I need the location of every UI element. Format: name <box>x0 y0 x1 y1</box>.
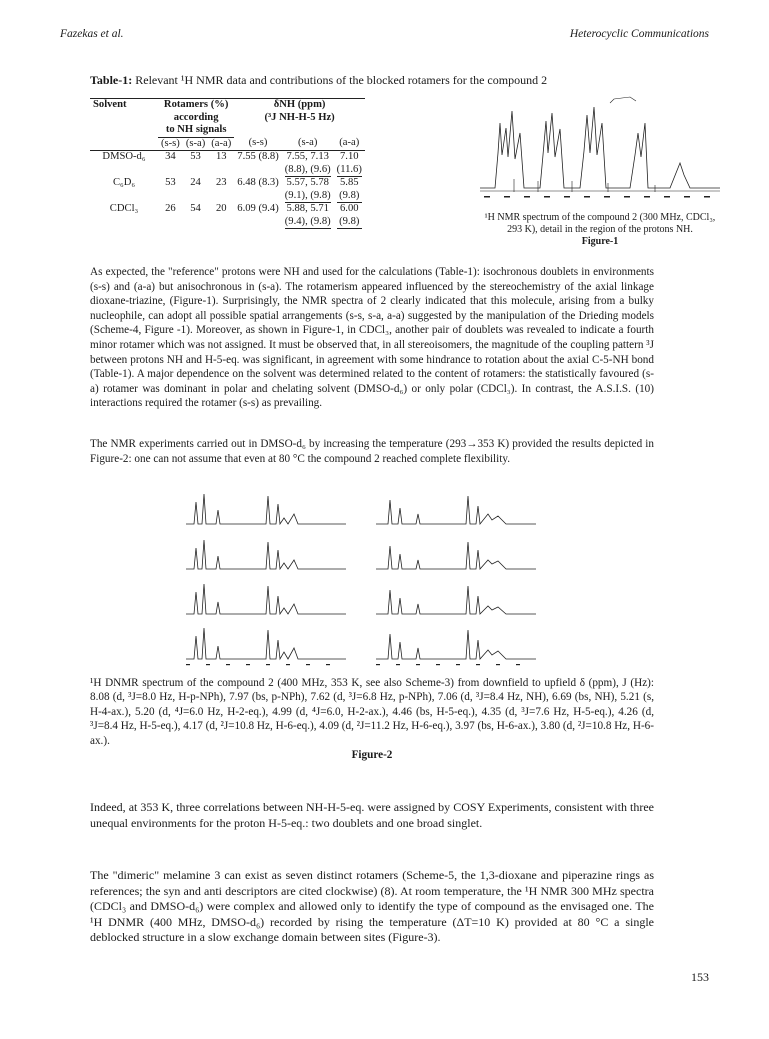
table-cell <box>334 151 365 178</box>
running-header-authors: Fazekas et al. <box>60 28 124 40</box>
paragraph-2: The NMR experiments carried out in DMSO-d₆ by increasing the temperature (293→353 K) provided the results depicted in Figure-2: one can not assume that even at 80 °C the compound 2 reached complete flexibility. <box>90 438 654 465</box>
table-cell <box>282 203 334 229</box>
nmr-data-table <box>90 98 365 229</box>
running-header-journal: Heterocyclic Communications <box>569 28 709 40</box>
figure2-dnmr-spectra-image <box>176 484 566 670</box>
table-cell: 20 <box>215 203 227 214</box>
col-dnh-l1: δNH (ppm) <box>273 99 326 110</box>
figure2-caption-text: ¹H DNMR spectrum of the compound 2 (400 MHz, 353 K, see also Scheme-3) from downfield to upfield δ (ppm), J (Hz): 8.08 (d, ³J=8.0 Hz, H-p-NPh), 7.97 (bs, p-NPh), 7.62 (d, ³J=6.8 Hz, p-NPh), 7.06 (d, ³J=8.4 Hz, NH), 6.69 (bs, NH), 5.21 (s, H-4-ax.), 5.20 (d, ⁴J=6.0 Hz, H-2-eq.), 4.99 (d, ⁴J=6.0, H-2-ax.), 4.46 (bs, H-5-eq.), 4.35 (d, ³J=7.6 Hz, H-5-eq.), 4.26 (d, ³J=8.4 Hz, H-5-eq.), 4.17 (d, ²J=10.8 Hz, H-6-eq.), 4.09 (d, ²J=11.2 Hz, H-6-eq.), 3.97 (bs, H-6-ax.), 3.80 (d, ²J=10.8 Hz, H-6-ax.). <box>90 677 654 747</box>
figure1-caption-text: ¹H NMR spectrum of the compound 2 (300 MHz, CDCl₃, 293 K), detail in the region of the protons NH. <box>484 212 716 235</box>
table-cell: 26 <box>165 203 176 214</box>
table-cell-line: 6.00 <box>340 203 359 214</box>
col-rotamers-l3: to NH signals <box>158 124 234 137</box>
table-cell-line: (9.8) <box>337 216 362 230</box>
table-cell <box>282 151 334 178</box>
figure1-label: Figure-1 <box>581 236 619 247</box>
table-cell-line: (9.8) <box>337 190 362 204</box>
figure1-spectrum-image <box>480 93 720 203</box>
table-cell-line: 7.10 <box>340 151 359 162</box>
table-cell: 53 <box>190 151 201 162</box>
figure2-label: Figure-2 <box>351 749 393 762</box>
table-cell <box>334 177 365 203</box>
table-cell <box>334 203 365 229</box>
table-cell: 6.09 (9.4) <box>237 203 279 214</box>
table-cell: 23 <box>215 177 227 188</box>
paragraph-1: As expected, the "reference" protons were NH and used for the calculations (Table-1): isochronous doublets in environments (s-s) and (a-a) but anisochronous in (s-a). The rotamerism appeared influenced by the stereochemistry of the axial linkage dioxane-triazine, (Figure-1). Surprisingly, the NMR spectra of 2 clearly indicated that this molecule, arising from a bulky nucleophile, can adopt all possible spatial arrangements (s-s, s-a, a-a) suggested by the manipulation of the Drieding models (Scheme-4, Figure -1). Moreover, as shown in Figure-1, in CDCl₃, another pair of doublets was revealed to indicate a fourth minor rotamer which was not assigned. It must be observed that, in all stereoisomers, the magnitude of the coupling pattern ³J between protons NH and H-5-eq. was significant, in agreement with some hindrance to rotation about the axial C-5-NH bond (Table-1). A major dependence on the solvent was determined related to the content of rotamers: the statistically favoured (s-a) rotamer was dominant in polar and chelating solvent (DMSO-d₆) or only polar (CDCl₃). In contrast, the A.S.I.S. (10) interactions required the rotamer (s-s) as prevailing. <box>90 266 654 410</box>
table-cell-line: (9.4), (9.8) <box>285 216 331 230</box>
table-row-solvent: CDCl₃ <box>109 203 139 214</box>
table-cell: 54 <box>190 203 201 214</box>
table-cell: 53 <box>165 177 176 188</box>
table-cell: 7.55 (8.8) <box>237 151 279 162</box>
sub-d-sa: (s-a) <box>298 137 318 148</box>
sub-aa: (a-a) <box>211 137 232 149</box>
col-dnh-l2: (³J NH-H-5 Hz) <box>264 111 335 123</box>
table-cell-line: 7.55, 7.13 <box>286 151 329 162</box>
col-rotamers-l1: Rotamers (%) <box>163 99 229 110</box>
col-rotamers <box>158 99 234 125</box>
col-dnh <box>234 99 365 125</box>
table-cell: 6.48 (8.3) <box>237 177 279 188</box>
sub-d-ss: (s-s) <box>248 137 268 148</box>
table-caption <box>90 73 547 88</box>
sub-d-aa: (a-a) <box>339 137 360 148</box>
table-title: Relevant ¹H NMR data and contributions of the blocked rotamers for the compound 2 <box>132 73 548 87</box>
table-row-solvent: DMSO-d₆ <box>102 151 146 162</box>
sub-ss: (s-s) <box>161 137 180 149</box>
table-cell: 34 <box>165 151 176 162</box>
col-solvent: Solvent <box>93 99 127 110</box>
page-number: 153 <box>691 970 709 984</box>
table-row-solvent: C₆D₆ <box>112 177 136 188</box>
table-cell: 24 <box>190 177 201 188</box>
table-cell-line: (8.8), (9.6) <box>285 164 331 178</box>
table-cell <box>282 177 334 203</box>
table-cell-line: (9.1), (9.8) <box>285 190 331 204</box>
table-cell-line: (11.6) <box>337 164 362 178</box>
table-label: Table-1: <box>90 73 133 87</box>
table-cell-line: 5.88, 5.71 <box>286 203 329 214</box>
figure2-caption <box>90 676 654 762</box>
paragraph-3: Indeed, at 353 K, three correlations between NH-H-5-eq. were assigned by COSY Experiments, consistent with three unequal environments for the proton H-5-eq.: two doublets and one broad singlet. <box>90 800 654 830</box>
table-cell: 13 <box>215 151 227 162</box>
sub-sa: (s-a) <box>185 137 206 149</box>
paragraph-4: The "dimeric" melamine 3 can exist as seven distinct rotamers (Scheme-5, the 1,3-dioxane and piperazine rings as references; the syn and anti descriptors are cited clockwise) (8). At room temperature, the ¹H NMR 300 MHz spectra (CDCl₃ and DMSO-d₆) were complex and allowed only to identify the type of compound as the envisaged one. The ¹H DNMR (400 MHz, DMSO-d₆) recorded by rising the temperature (ΔT=10 K) provided at 80 °C a single deblocked structure in a slow exchange domain between sites (Figure-3). <box>90 868 654 944</box>
table-cell-line: 5.85 <box>340 177 359 188</box>
table-cell-line: 5.57, 5.78 <box>286 177 329 188</box>
figure1-caption <box>484 212 716 248</box>
col-rotamers-l2: according <box>173 111 219 123</box>
